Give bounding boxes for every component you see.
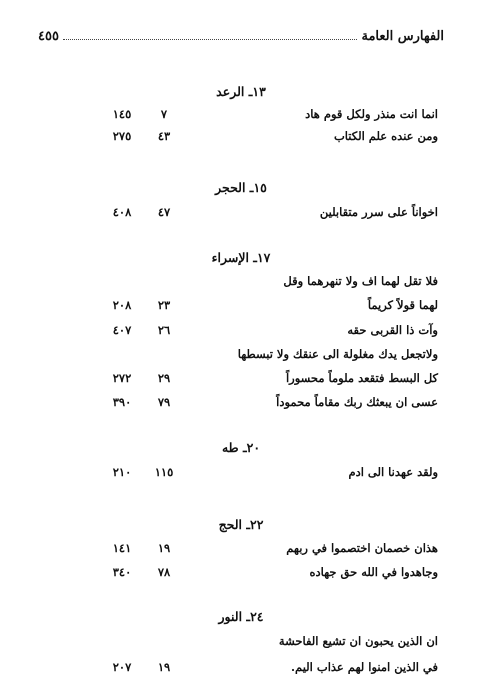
index-row: [0, 129, 482, 149]
page-reference: ٢٠٧: [112, 660, 132, 674]
index-row: [0, 347, 482, 367]
page-reference: ٣٤٠: [112, 565, 132, 579]
index-row: [0, 395, 482, 415]
ayah-number: ١٩: [157, 541, 171, 555]
index-row: [0, 298, 482, 318]
section-title: ٢٤ـ النور: [218, 609, 264, 624]
index-row: [0, 634, 482, 654]
verse-text: ولاتجعل يدك مغلولة الى عنقك ولا تبسطها: [237, 347, 438, 361]
verse-text: لهما قولاً كريماً: [367, 298, 438, 312]
verse-text: انما انت منذر ولكل قوم هاد: [305, 107, 438, 121]
ayah-number: ٢٩: [157, 371, 171, 385]
index-row: [0, 107, 482, 127]
ayah-number: ٧٩: [157, 395, 171, 409]
index-row: [0, 323, 482, 343]
verse-text: فلا تقل لهما اف ولا تنهرهما وقل: [283, 274, 438, 288]
index-row: [0, 660, 482, 680]
index-row: [0, 274, 482, 294]
ayah-number: ٧٨: [157, 565, 171, 579]
verse-text: هذان خصمان اختصموا في ربهم: [286, 541, 438, 555]
page-reference: ٢١٠: [112, 465, 132, 479]
index-row: [0, 205, 482, 225]
index-row: [0, 465, 482, 485]
running-header: [38, 24, 444, 44]
verse-text: في الذين امنوا لهم عذاب اليم.: [291, 660, 438, 674]
index-row: [0, 541, 482, 561]
page-reference: ٤٠٨: [112, 205, 132, 219]
verse-text: كل البسط فتقعد ملوماً محسوراً: [285, 371, 438, 385]
index-row: [0, 371, 482, 391]
verse-text: وجاهدوا في الله حق جهاده: [309, 565, 438, 579]
page-reference: ١٤٥: [112, 107, 132, 121]
header-dot-leader: [63, 39, 358, 40]
ayah-number: ٧: [160, 107, 168, 121]
verse-text: اخواناً على سرر متقابلين: [319, 205, 438, 219]
section-title: ٢٢ـ الحج: [218, 517, 264, 532]
page-reference: ٢٧٥: [112, 129, 132, 143]
ayah-number: ٤٧: [157, 205, 171, 219]
index-row: [0, 565, 482, 585]
ayah-number: ١٩: [157, 660, 171, 674]
section-title: ٢٠ـ طه: [221, 440, 261, 455]
ayah-number: ٢٣: [157, 298, 171, 312]
page-reference: ٤٠٧: [112, 323, 132, 337]
verse-text: وآت ذا القربى حقه: [347, 323, 438, 337]
ayah-number: ٤٣: [157, 129, 171, 143]
page-reference: ٣٩٠: [112, 395, 132, 409]
page-reference: ٢٧٢: [112, 371, 132, 385]
page-reference: ١٤١: [112, 541, 132, 555]
section-title: ١٧ـ الإسراء: [211, 250, 271, 265]
verse-text: ولقد عهدنا الى ادم: [348, 465, 438, 479]
ayah-number: ٢٦: [157, 323, 171, 337]
section-title: ١٥ـ الحجر: [215, 180, 267, 195]
header-page-number: ٤٥٥: [38, 29, 59, 44]
section-title: ١٣ـ الرعد: [216, 84, 266, 99]
verse-text: عسى ان يبعثك ربك مقاماً محموداً: [276, 395, 438, 409]
verse-text: ان الذين يحبون ان تشيع الفاحشة: [278, 634, 438, 648]
header-title: الفهارس العامة: [361, 29, 444, 44]
ayah-number: ١١٥: [154, 465, 174, 479]
page-reference: ٢٠٨: [112, 298, 132, 312]
verse-text: ومن عنده علم الكتاب: [333, 129, 438, 143]
